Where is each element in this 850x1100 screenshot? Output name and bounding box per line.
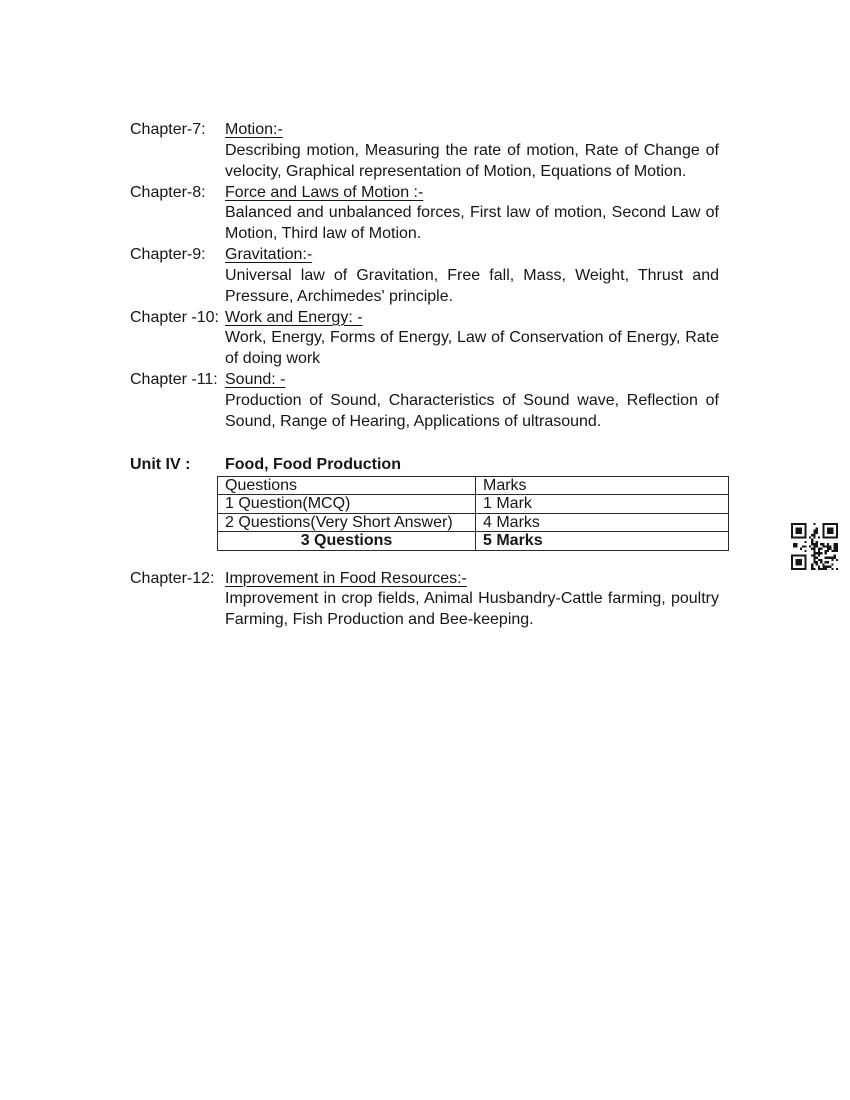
unit-title: Food, Food Production	[225, 455, 401, 473]
table-cell-total-questions: 3 Questions	[218, 532, 476, 551]
chapter-label: Chapter -10:	[130, 308, 219, 326]
chapter-body: Work, Energy, Forms of Energy, Law of Conservation of Energy, Rate of doing work	[225, 329, 719, 368]
chapter-label: Chapter-9:	[130, 246, 206, 264]
table-cell-marks: 1 Mark	[476, 495, 729, 514]
chapter-title: Gravitation:-	[225, 246, 313, 264]
chapter-label: Chapter-12:	[130, 569, 215, 587]
chapter-entry-11	[130, 370, 719, 433]
qr-code-icon	[791, 523, 838, 570]
table-cell-marks: 4 Marks	[476, 513, 729, 532]
table-cell-total-marks: 5 Marks	[476, 532, 729, 551]
syllabus-content	[130, 120, 719, 631]
chapter-entry-10	[130, 308, 719, 371]
unit-label: Unit IV :	[130, 455, 191, 473]
chapter-title: Motion:-	[225, 121, 283, 138]
chapter-title: Work and Energy: -	[225, 308, 363, 326]
table-total-row	[218, 532, 729, 551]
chapter-body: Improvement in crop fields, Animal Husbandry-Cattle farming, poultry Farming, Fish Production and Bee-keeping.	[225, 590, 719, 629]
chapter-title: Force and Laws of Motion :-	[225, 183, 424, 201]
chapter-label: Chapter-7:	[130, 121, 206, 138]
table-cell-question: 1 Question(MCQ)	[218, 495, 476, 514]
chapter-title: Improvement in Food Resources:-	[225, 569, 467, 587]
table-cell-question: 2 Questions(Very Short Answer)	[218, 513, 476, 532]
table-header-questions: Questions	[218, 476, 476, 495]
marks-table	[217, 476, 729, 551]
chapter-body: Balanced and unbalanced forces, First law of motion, Second Law of Motion, Third law of Motion.	[225, 204, 719, 243]
table-row	[218, 513, 729, 532]
chapter-label: Chapter -11:	[130, 371, 218, 389]
table-header-row	[218, 476, 729, 495]
table-row	[218, 495, 729, 514]
chapter-title: Sound: -	[225, 371, 286, 389]
chapter-body: Universal law of Gravitation, Free fall, Mass, Weight, Thrust and Pressure, Archimedes' principle.	[225, 266, 719, 305]
chapter-entry-8	[130, 183, 719, 246]
chapter-entry-12	[130, 569, 719, 632]
chapter-body: Describing motion, Measuring the rate of motion, Rate of Change of velocity, Graphical representation of Motion, Equations of Motion.	[225, 141, 719, 180]
table-header-marks: Marks	[476, 476, 729, 495]
chapter-body: Production of Sound, Characteristics of Sound wave, Reflection of Sound, Range of Hearing, Applications of ultrasound.	[225, 391, 719, 430]
chapter-entry-7	[130, 120, 719, 183]
unit-heading	[130, 455, 719, 476]
chapter-entry-9	[130, 245, 719, 308]
chapter-label: Chapter-8:	[130, 183, 206, 201]
